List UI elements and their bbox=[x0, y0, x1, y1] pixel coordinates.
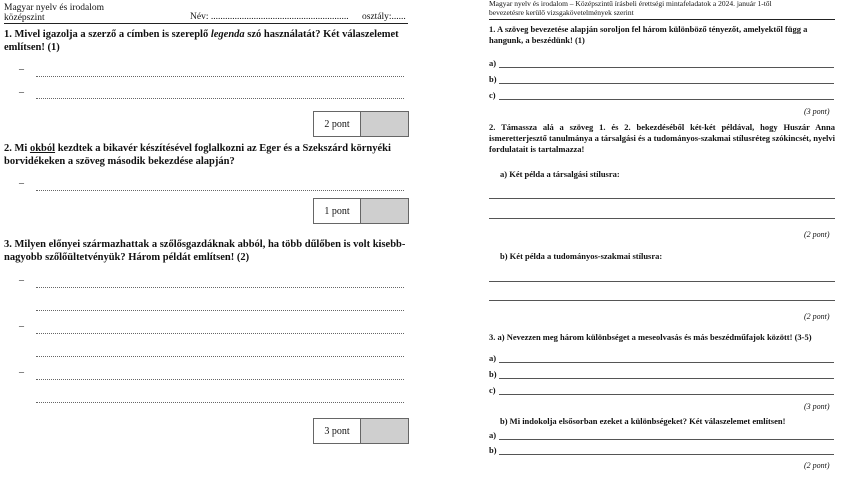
answer-line[interactable] bbox=[36, 98, 404, 99]
question-3: 3. Milyen előnyei származhattak a szőlősgazdáknak abból, ha több dűlőben is volt kisebb-nagyobb szőlőültetvényük? Három példát említsen! (2) bbox=[4, 239, 406, 263]
answer-letter: b) bbox=[489, 369, 497, 379]
q2-underlined-word: okból bbox=[29, 143, 56, 154]
answer-line[interactable] bbox=[499, 83, 834, 84]
header-rule bbox=[4, 23, 408, 24]
points-label: 3 pont bbox=[314, 419, 361, 443]
right-header-line1: Magyar nyelv és irodalom – Középszintű írásbeli érettségi mintafeladatok a 2024. január 1-től bbox=[489, 0, 772, 8]
answer-dash: – bbox=[19, 178, 24, 189]
points-label: 2 pont bbox=[314, 112, 361, 136]
right-question-3b: b) Mi indokolja elsősorban ezeket a különbségeket? Két válaszelemet említsen! bbox=[500, 416, 786, 426]
answer-letter: a) bbox=[489, 353, 497, 363]
question-1 bbox=[4, 28, 408, 54]
class-field-label: osztály:...... bbox=[362, 12, 406, 22]
answer-line[interactable] bbox=[489, 218, 835, 219]
right-question-3a: 3. a) Nevezzen meg három különbséget a meseolvasás és más beszédműfajok között! (3-5) bbox=[489, 332, 812, 342]
sub-question-b: b) Két példa a tudományos-szakmai stílusra: bbox=[500, 251, 663, 261]
points-box-q3 bbox=[313, 418, 409, 444]
question-2 bbox=[4, 142, 408, 168]
answer-line[interactable] bbox=[489, 300, 835, 301]
answer-line[interactable] bbox=[36, 356, 404, 357]
answer-dash: – bbox=[19, 367, 24, 378]
answer-dash: – bbox=[19, 321, 24, 332]
q2-number: 2. Mi bbox=[4, 143, 30, 154]
q1-italic-word: legenda bbox=[210, 29, 245, 40]
answer-letter: a) bbox=[489, 430, 497, 440]
answer-line[interactable] bbox=[499, 67, 834, 68]
answer-dash: – bbox=[19, 275, 24, 286]
q2-text-rest: kezdtek a bikavér készítésével foglalkozni az Eger és a Szekszárd környéki borvidékeken a szöveg második bekezdése alapján? bbox=[4, 143, 391, 167]
answer-line[interactable] bbox=[499, 99, 834, 100]
answer-line[interactable] bbox=[489, 281, 835, 282]
points-label: (3 pont) bbox=[804, 402, 830, 411]
q1-text-end: szó használatát? Két válaszelemet említsen! (1) bbox=[4, 29, 399, 53]
points-label: (2 pont) bbox=[804, 312, 830, 321]
answer-letter: c) bbox=[489, 90, 496, 100]
right-question-2: 2. Támassza alá a szöveg 1. és 2. bekezdéséből két-két példával, hogy Huszár Anna ismeretterjesztő tanulmánya a társalgási és a tudományos-szakmai stílusréteg szókincsét, nyelvi fordulatait is tartalmazza! bbox=[489, 122, 835, 154]
answer-letter: a) bbox=[489, 58, 497, 68]
points-label: (3 pont) bbox=[804, 107, 830, 116]
right-header-line2: bevezetésre kerülő vizsgakövetelmények szerint bbox=[489, 8, 634, 17]
answer-line[interactable] bbox=[36, 190, 404, 191]
answer-line[interactable] bbox=[499, 394, 834, 395]
answer-line[interactable] bbox=[36, 379, 404, 380]
answer-line[interactable] bbox=[489, 198, 835, 199]
points-box-q1 bbox=[313, 111, 409, 137]
level-label: középszint bbox=[4, 13, 45, 23]
points-label: 1 pont bbox=[314, 199, 361, 223]
answer-line[interactable] bbox=[36, 402, 404, 403]
score-field[interactable] bbox=[361, 199, 408, 223]
answer-line[interactable] bbox=[36, 310, 404, 311]
answer-line[interactable] bbox=[499, 362, 834, 363]
answer-line[interactable] bbox=[36, 287, 404, 288]
answer-letter: b) bbox=[489, 74, 497, 84]
name-field-label: Név: .......................................................... bbox=[190, 12, 349, 22]
points-label: (2 pont) bbox=[804, 461, 830, 470]
right-question-1: 1. A szöveg bevezetése alapján soroljon fel három különböző tényezőt, amelyektől függ a hangunk, a beszédünk! (1) bbox=[489, 24, 808, 45]
answer-letter: b) bbox=[489, 445, 497, 455]
points-label: (2 pont) bbox=[804, 230, 830, 239]
subject-title: Magyar nyelv és irodalom bbox=[4, 3, 104, 13]
answer-line[interactable] bbox=[499, 439, 834, 440]
sub-question-a: a) Két példa a társalgási stílusra: bbox=[500, 169, 620, 179]
answer-letter: c) bbox=[489, 385, 496, 395]
answer-line[interactable] bbox=[36, 333, 404, 334]
answer-line[interactable] bbox=[499, 378, 834, 379]
answer-line[interactable] bbox=[36, 76, 404, 77]
score-field[interactable] bbox=[361, 112, 408, 136]
answer-line[interactable] bbox=[499, 454, 834, 455]
q1-text-start: 1. Mivel igazolja a szerző a címben is szereplő bbox=[4, 29, 211, 40]
answer-dash: – bbox=[19, 64, 24, 75]
score-field[interactable] bbox=[361, 419, 408, 443]
right-header-rule bbox=[489, 19, 835, 20]
answer-dash: – bbox=[19, 87, 24, 98]
points-box-q2 bbox=[313, 198, 409, 224]
